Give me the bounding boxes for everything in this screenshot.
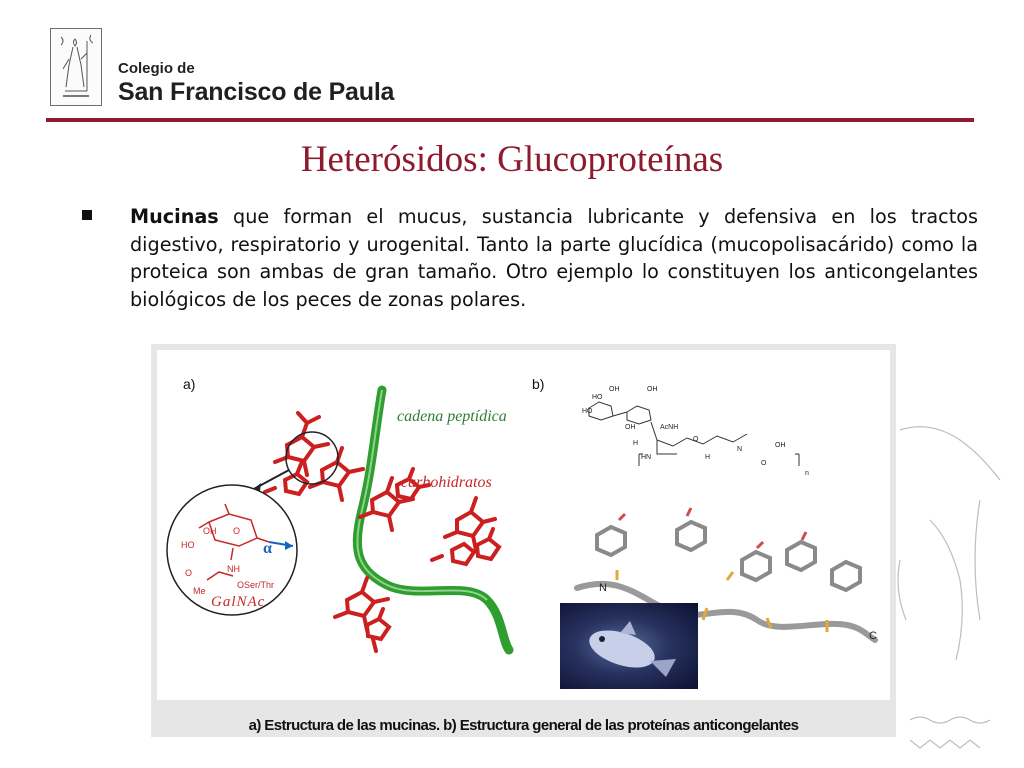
struct-label-1: HO (592, 394, 603, 401)
galnac-label: GalNAc (211, 594, 266, 610)
struct-label-14: n (805, 470, 809, 477)
peptide-chain-label: cadena peptídica (397, 408, 507, 425)
struct-label-13: OH (775, 442, 786, 449)
alpha-label: α (263, 540, 272, 557)
struct-label-7: H (633, 440, 639, 447)
antarctic-fish-photo (560, 603, 698, 689)
chem-label-ho: HO (181, 540, 195, 550)
chem-label-me: Me (193, 586, 206, 596)
struct-label-6: OH (625, 424, 636, 431)
figure-image-area (157, 350, 890, 700)
struct-label-9: O (693, 436, 699, 443)
figure-caption: a) Estructura de las mucinas. b) Estructura general de las proteínas anticongelantes (248, 717, 799, 734)
glycopeptide-formula (589, 402, 799, 466)
chem-label-o2: O (185, 568, 193, 578)
header-divider (46, 118, 974, 122)
c-terminus-label: C (869, 630, 877, 642)
carbohydrates-label: carbohidratos (401, 474, 492, 491)
bullet-paragraph (130, 203, 978, 313)
bullet-square-icon (82, 210, 92, 220)
school-name-line2: San Francisco de Paula (118, 78, 395, 106)
struct-label-11: N (737, 446, 743, 453)
struct-label-4: OH (647, 386, 658, 393)
panel-b-label: b) (532, 376, 545, 392)
struct-label-5: AcNH (660, 424, 679, 431)
struct-label-12: O (761, 460, 767, 467)
watermark-sketch (880, 400, 1024, 768)
saint-figure-icon (51, 29, 101, 105)
struct-label-3: HO (582, 408, 593, 415)
fish-icon (560, 603, 698, 689)
slide-title: Heterósidos: Glucoproteínas (300, 139, 724, 180)
mucin-structure-drawing (157, 350, 517, 695)
panel-a-label: a) (183, 376, 196, 392)
bullet-text: que forman el mucus, sustancia lubricante y defensiva en los tractos digestivo, respiratorio y urogenital. Tanto la parte glucídica (mucopolisacárido) como la proteica son ambas de gran tamaño. Otro ejemplo lo constituyen los anticongelantes biológicos de los peces de zonas polares. (130, 205, 978, 311)
school-name (118, 60, 394, 106)
chem-label-oh: OH (203, 526, 217, 536)
chem-label-oser: OSer/Thr (237, 580, 275, 590)
chem-label-o: O (233, 526, 241, 536)
school-name-line1: Colegio de (118, 60, 195, 77)
carbohydrate-clusters (265, 413, 499, 651)
chem-label-nh: NH (227, 564, 240, 574)
struct-label-8: HN (641, 454, 652, 461)
n-terminus-label: N (599, 582, 607, 594)
school-logo (50, 28, 102, 106)
struct-label-2: OH (609, 386, 620, 393)
figure-panel (151, 344, 896, 737)
bullet-term: Mucinas (130, 205, 219, 228)
struct-label-10: H (705, 454, 711, 461)
